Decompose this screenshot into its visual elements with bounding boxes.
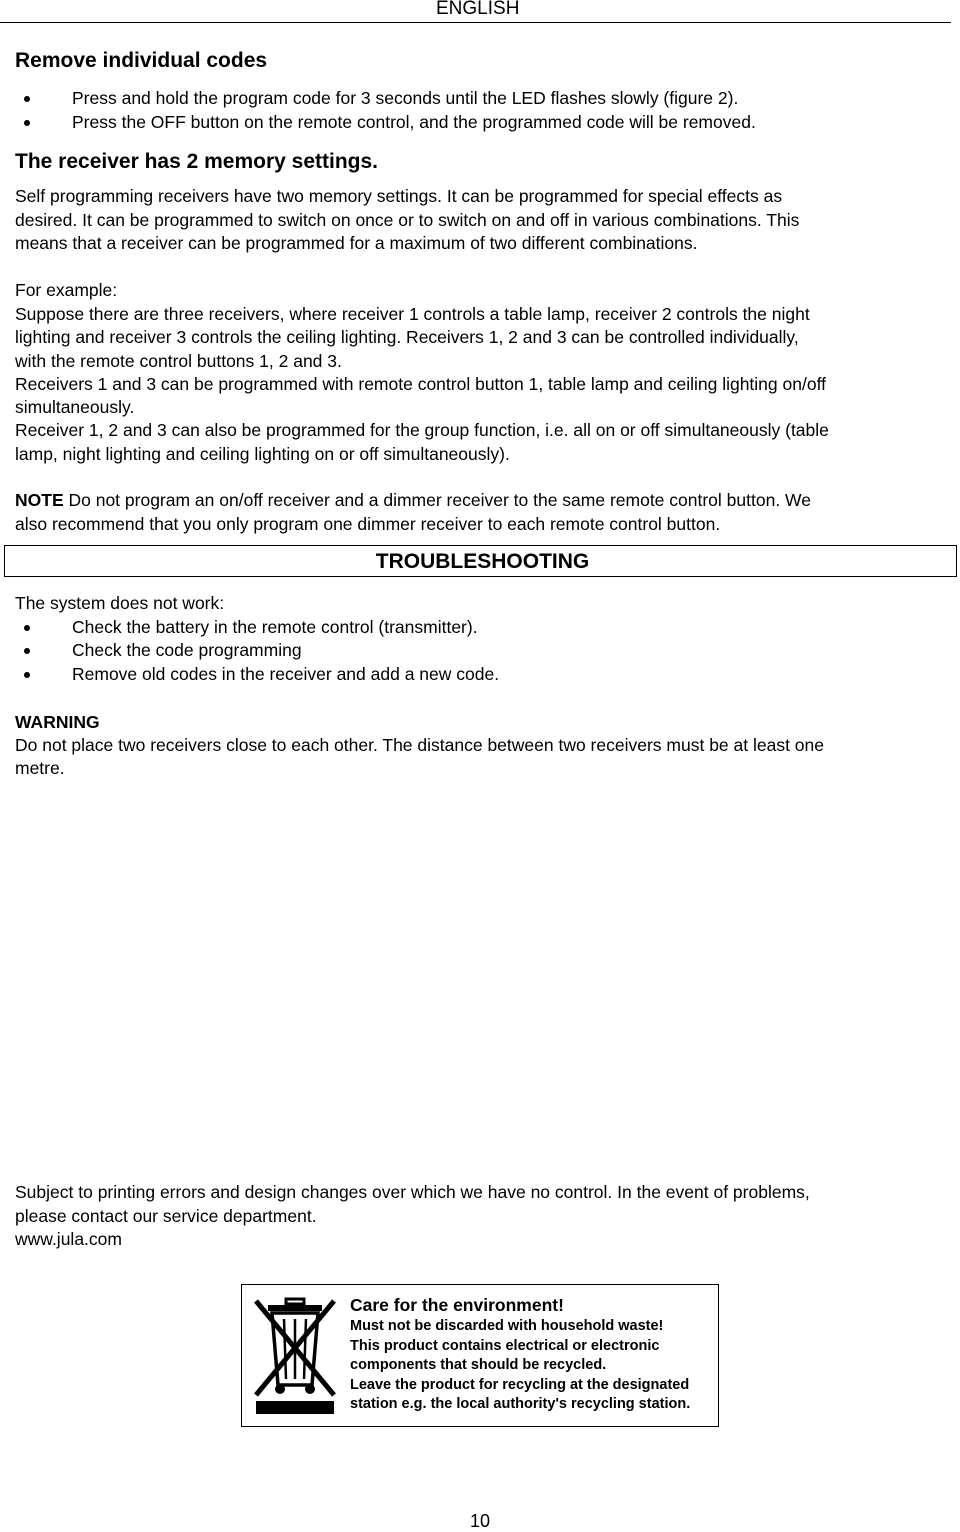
memory-line-2: desired. It can be programmed to switch on once or to switch on and off in various combinations. This [15, 209, 800, 230]
example-p3-line-1: Receiver 1, 2 and 3 can also be programmed for the group function, i.e. all on or off simultaneously (table [15, 420, 829, 440]
header-language: ENGLISH [436, 0, 520, 19]
warning-label: WARNING [15, 711, 100, 732]
example-p1-line-2: lighting and receiver 3 controls the ceiling lighting. Receivers 1, 2 and 3 can be controlled individually, [15, 327, 799, 347]
memory-title: The receiver has 2 memory settings. [15, 150, 378, 173]
list-item: Remove old codes in the receiver and add a new code. [0, 663, 960, 687]
bullet-icon [24, 96, 30, 102]
example-p2-line-1: Receivers 1 and 3 can be programmed with remote control button 1, table lamp and ceiling lighting on/off [15, 373, 826, 394]
list-item: Press and hold the program code for 3 seconds until the LED flashes slowly (figure 2). [0, 87, 960, 111]
bullet-icon [24, 120, 30, 126]
footer-line-1: Subject to printing errors and design changes over which we have no control. In the event of problems, [15, 1182, 810, 1202]
example-p3-line-2: lamp, night lighting and ceiling lighting on or off simultaneously). [15, 443, 510, 464]
memory-line-1: Self programming receivers have two memory settings. It can be programmed for special effects as [15, 186, 783, 206]
environment-line: components that should be recycled. [350, 1357, 607, 1373]
remove-codes-list [0, 87, 960, 134]
page-number: 10 [470, 1511, 491, 1531]
troubleshooting-box [4, 545, 957, 577]
environment-line: station e.g. the local authority's recycling station. [350, 1396, 691, 1412]
troubleshooting-intro: The system does not work: [15, 593, 225, 613]
list-item: Press the OFF button on the remote control, and the programmed code will be removed. [0, 111, 960, 135]
header-rule [0, 22, 951, 23]
warning-line-1: Do not place two receivers close to each other. The distance between two receivers must be at least one [15, 734, 825, 755]
bullet-icon [24, 648, 30, 654]
environment-line: Leave the product for recycling at the designated [350, 1376, 690, 1393]
footer-url[interactable]: www.jula.com [15, 1228, 122, 1249]
environment-title: Care for the environment! [350, 1295, 564, 1315]
troubleshooting-title: TROUBLESHOOTING [375, 550, 590, 573]
warning-line-2: metre. [15, 758, 65, 778]
example-p1-line-1: Suppose there are three receivers, where receiver 1 controls a table lamp, receiver 2 controls the night [15, 303, 810, 324]
environment-notice [241, 1284, 719, 1427]
memory-line-3: means that a receiver can be programmed for a maximum of two different combinations. [15, 233, 698, 253]
bullet-icon [24, 672, 30, 678]
environment-line: Must not be discarded with household waste! [350, 1318, 664, 1334]
remove-codes-title: Remove individual codes [15, 49, 268, 72]
environment-line: This product contains electrical or electronic [350, 1337, 660, 1354]
list-item: Check the code programming [0, 639, 960, 663]
environment-text [350, 1293, 720, 1415]
footer-line-2: please contact our service department. [15, 1205, 317, 1226]
list-item: Check the battery in the remote control (transmitter). [0, 616, 960, 640]
crossed-out-bin-icon [250, 1293, 340, 1418]
note-line-1: NOTE Do not program an on/off receiver and a dimmer receiver to the same remote control button. We [15, 490, 811, 510]
example-p1-line-3: with the remote control buttons 1, 2 and 3. [15, 350, 342, 371]
note-label: NOTE [15, 490, 64, 510]
note-line-2: also recommend that you only program one dimmer receiver to each remote control button. [15, 513, 721, 534]
example-p2-line-2: simultaneously. [15, 397, 135, 417]
example-intro: For example: [15, 280, 118, 300]
troubleshooting-list [0, 616, 960, 687]
bullet-icon [24, 625, 30, 631]
